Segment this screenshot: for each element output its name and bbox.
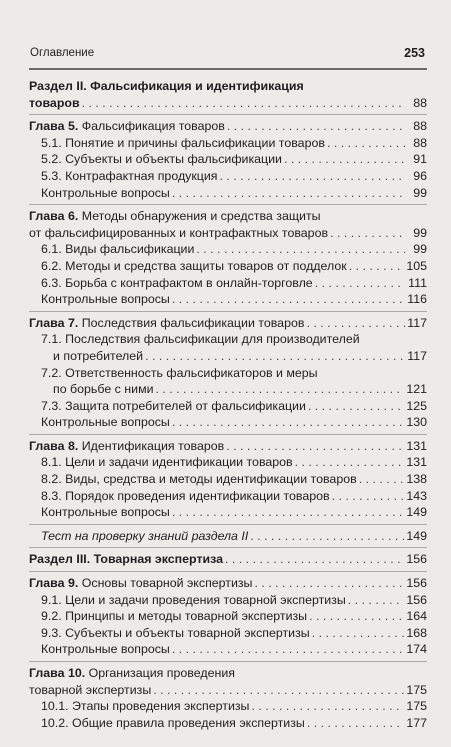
page-number: 149 [406,505,427,520]
toc-entry-line1: 7.2. Ответственность фальсификаторов и меры [41,365,318,380]
toc-text: товаров [29,95,80,110]
page-number: 91 [413,152,427,167]
page-number: 125 [406,398,427,413]
dot-leader [196,241,405,258]
page-number: 131 [406,455,427,470]
dot-leader [225,551,404,568]
toc-text: Раздел III. Товарная экспертиза [29,552,224,567]
page-number: 143 [406,488,427,503]
section-3-title [29,551,427,568]
page-number: 175 [406,699,427,714]
toc-text: 6.1. Виды фальсификации [41,242,195,257]
toc-text: Глава 5. [29,119,79,134]
toc-entry [29,258,427,275]
dot-leader [309,608,404,625]
toc-text: Контрольные вопросы [41,642,170,657]
page-number: 96 [413,168,427,183]
chapter-5-heading [29,118,427,135]
chapter-7-heading [29,315,427,332]
dot-leader [254,575,404,592]
toc-entry-line2 [29,381,427,398]
toc-entry [29,608,427,625]
toc-text: 9.2. Принципы и методы товарной экспертизы [41,609,308,624]
page-number: 164 [406,609,427,624]
page-number: 138 [406,472,427,487]
toc-text: Глава 9. [29,576,79,591]
dot-leader [327,135,405,152]
dot-leader [226,438,404,455]
dot-leader [172,291,405,308]
chapter-8-heading [29,438,427,455]
running-header [29,44,427,64]
toc-text: Контрольные вопросы [41,505,170,520]
toc-text: Глава 8. Идентификация товаров [29,438,225,453]
table-of-contents [29,74,427,734]
toc-chapter-7 [29,312,427,435]
page-number: 131 [406,438,427,453]
chapter-10-heading-line2 [29,682,427,699]
toc-text: Организация проведения [85,666,235,680]
dot-leader [308,398,404,415]
toc-text: 8.2. Виды, средства и методы идентификации товаров [41,472,357,487]
toc-entry [29,135,427,152]
dot-leader [332,488,405,505]
toc-entry-line1: 7.1. Последствия фальсификации для производителей [41,332,360,347]
toc-entry [29,398,427,415]
dot-leader [172,504,404,521]
toc-text: Глава 7. [29,315,79,330]
dot-leader [251,698,404,715]
toc-entry [29,414,427,431]
chapter-6-heading-line2 [29,225,427,242]
dot-leader [359,471,405,488]
toc-text: товарной экспертизы [29,682,152,697]
toc-entry [29,471,427,488]
page-number: 99 [413,242,427,257]
toc-text: 6.2. Методы и средства защиты товаров от подделок [41,258,347,273]
toc-entry [29,698,427,715]
page-number: 99 [413,185,427,200]
page-number: 156 [406,592,427,607]
page-number: 149 [406,528,427,543]
page-number: 111 [408,275,427,290]
page-number: 117 [407,315,427,330]
dot-leader [145,348,405,365]
chapter-6-heading-line1 [29,208,427,225]
dot-leader [172,641,404,658]
toc-text: от фальсифицированных и контрафактных товаров [29,225,329,240]
section-2-title-line2 [29,95,427,112]
toc-chapter-8 [29,435,427,525]
toc-text: Контрольные вопросы [41,415,170,430]
toc-text: 5.1. Понятие и причины фальсификации товаров [41,135,325,150]
toc-text: 5.3. Контрафактная продукция [41,168,218,183]
toc-text: Контрольные вопросы [41,292,170,307]
toc-text: Методы обнаружения и средства защиты [78,209,321,224]
page-number: 130 [406,415,427,430]
toc-entry [29,504,427,521]
dot-leader [315,275,405,292]
toc-entry [29,275,427,292]
page-number: 88 [413,135,427,150]
toc-entry [29,715,427,732]
header-page-number: 253 [404,46,425,60]
toc-entry [29,168,427,185]
toc-entry [29,291,427,308]
toc-text: 8.1. Цели и задачи идентификации товаров [41,455,293,470]
page-number: 156 [406,552,427,567]
toc-text: по борьбе с ними [53,382,154,397]
page-number: 121 [406,382,427,397]
toc-text: Тест на проверку знаний раздела II [41,528,249,543]
toc-text: Глава 10. [29,666,86,680]
toc-text: Глава 7. Последствия фальсификации товаров [29,315,305,330]
toc-text: Глава 5. Фальсификация товаров [29,119,225,134]
dot-leader [250,528,404,545]
toc-chapter-6 [29,205,427,312]
page-number: 175 [406,682,427,697]
toc-entry [29,592,427,609]
dot-leader [172,414,404,431]
toc-section-2 [29,74,427,115]
toc-entry [29,454,427,471]
toc-text: и потребителей [53,348,144,363]
page-number: 99 [413,225,427,240]
toc-text: Глава 8. [29,438,79,453]
dot-leader [153,682,404,699]
toc-section-3 [29,548,427,572]
toc-chapter-5 [29,115,427,205]
page-number: 168 [406,625,427,640]
toc-test [29,525,427,549]
toc-chapter-9 [29,572,427,662]
page-number: 116 [407,292,427,307]
toc-text: 6.3. Борьба с контрафактом в онлайн-торговле [41,275,313,290]
toc-entry-line2 [29,348,427,365]
toc-text: 10.1. Этапы проведения экспертизы [41,699,250,714]
toc-chapter-10 [29,662,427,734]
page-number: 105 [406,258,427,273]
dot-leader [172,185,405,202]
toc-entry [29,241,427,258]
toc-entry [29,185,427,202]
page-number: 174 [406,642,427,657]
dot-leader [349,258,405,275]
toc-text: 5.2. Субъекты и объекты фальсификации [41,152,282,167]
chapter-10-heading-line1 [29,665,427,682]
toc-entry [29,625,427,642]
toc-text: Глава 6. [29,209,79,224]
toc-text: Глава 9. Основы товарной экспертизы [29,576,253,591]
toc-entry [29,151,427,168]
page-number: 88 [413,95,427,110]
toc-text: 10.2. Общие правила проведения экспертизы [41,715,305,730]
page-number: 156 [406,576,427,591]
toc-text: 9.1. Цели и задачи проведения товарной экспертизы [41,592,346,607]
dot-leader [330,225,405,242]
chapter-9-heading [29,575,427,592]
toc-entry [29,641,427,658]
dot-leader [312,625,405,642]
dot-leader [306,315,405,332]
page-number: 88 [413,119,427,134]
page-number: 177 [406,715,427,730]
header-rule [29,68,427,70]
dot-leader [82,95,405,112]
dot-leader [227,118,405,135]
header-title: Оглавление [30,47,95,59]
toc-entry [29,488,427,505]
dot-leader [156,381,405,398]
dot-leader [284,151,405,168]
dot-leader [307,715,404,732]
section-2-title-line1: Раздел II. Фальсификация и идентификация [29,79,304,93]
dot-leader [295,454,405,471]
page-number: 117 [407,348,427,363]
dot-leader [220,168,405,185]
toc-text: 9.3. Субъекты и объекты товарной экспертизы [41,625,310,640]
dot-leader [348,592,405,609]
test-entry [29,528,427,545]
toc-text: Контрольные вопросы [41,185,170,200]
toc-text: 8.3. Порядок проведения идентификации товаров [41,488,330,503]
toc-text: 7.3. Защита потребителей от фальсификации [41,398,306,413]
